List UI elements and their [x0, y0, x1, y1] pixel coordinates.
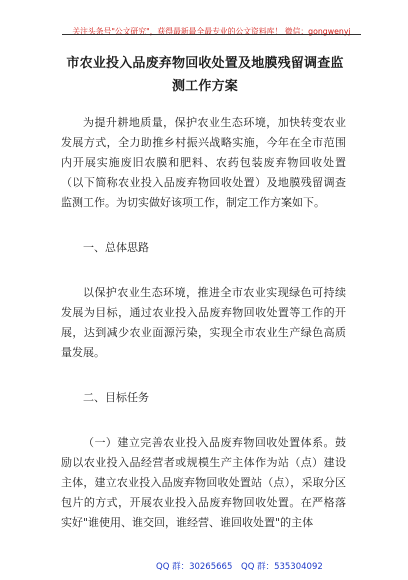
header-notice: 关注头条号"公文研究"，获得最新最全最专业的公文资料库！ 微信：gongwenyj	[72, 27, 351, 36]
section-heading-targets: 二、目标任务	[83, 391, 149, 404]
page-footer	[0, 560, 408, 574]
page-header	[62, 17, 361, 35]
footer-qq-group-1: QQ 群：30265665	[156, 562, 233, 572]
section-spacer	[61, 408, 346, 433]
section-spacer	[61, 213, 346, 238]
footer-qq-group-2: QQ 群：535304092	[241, 562, 323, 572]
header-divider	[62, 34, 361, 35]
section-spacer	[61, 258, 346, 283]
overall-approach-paragraph: 以保护农业生态环境，推进全市农业实现绿色可持续发展为目标，通过农业投入品废弃物回收处置等工作的开展，达到减少农业面源污染，实现全市农业生产绿色高质量发展。	[61, 286, 346, 359]
intro-paragraph: 为提升耕地质量，保护农业生态环境，加快转变农业发展方式，全力助推乡村振兴战略实施，今年在全市范围内开展实施废旧农膜和肥料、农药包装废弃物回收处置（以下简称农业投入品废弃物回收处置）及地膜残留调查监测工作。为切实做好该项工作，制定工作方案如下。	[61, 116, 346, 209]
section-heading-overall-approach: 一、总体思路	[83, 241, 149, 254]
document-body	[61, 113, 346, 533]
targets-paragraph: （一）建立完善农业投入品废弃物回收处置体系。鼓励以农业投入品经营者或规模生产主体作为站（点）建设主体，建立农业投入品废弃物回收处置站（点），采取分区包片的方式，开展农业投入品废弃物回收处置。在严格落实好"谁使用、谁交回，谁经营、谁回收处置"的主体	[61, 436, 346, 529]
document-title: 市农业投入品废弃物回收处置及地膜残留调查监测工作方案	[66, 56, 344, 94]
section-spacer	[61, 363, 346, 388]
